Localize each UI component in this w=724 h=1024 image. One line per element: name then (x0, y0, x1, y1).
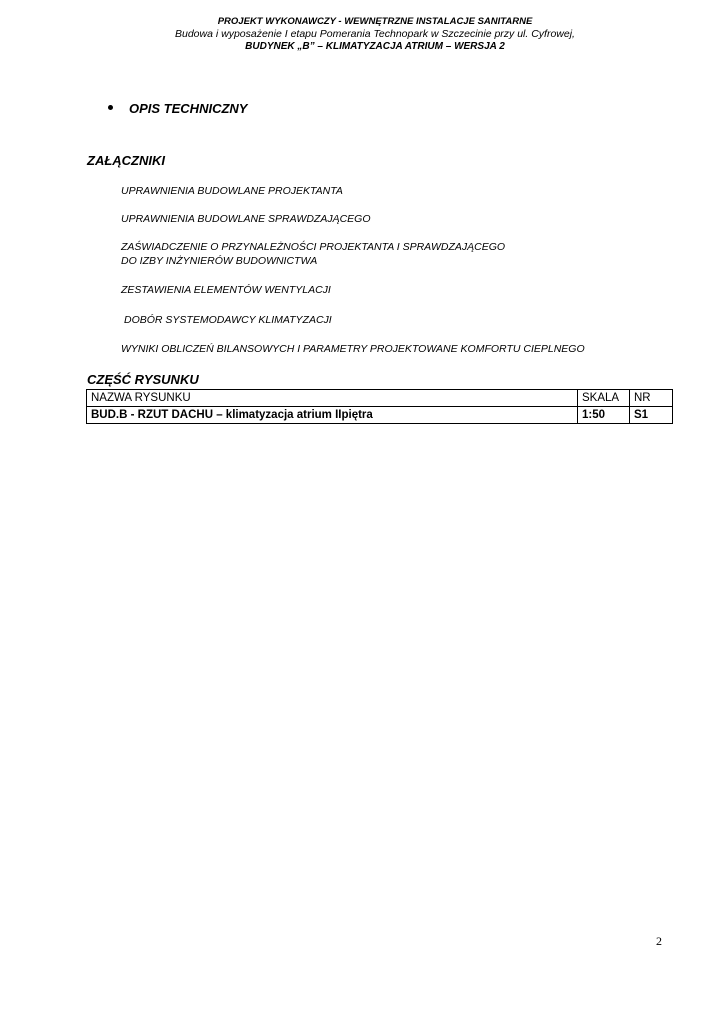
attachments-heading: ZAŁĄCZNIKI (87, 153, 165, 168)
header-cell-name: NAZWA RYSUNKU (87, 390, 578, 407)
header-building: BUDYNEK „B” – KLIMATYZACJA ATRIUM – WERSJA 2 (245, 41, 505, 52)
attachment-item: WYNIKI OBLICZEŃ BILANSOWYCH I PARAMETRY PROJEKTOWANE KOMFORTU CIEPLNEGO (121, 343, 585, 355)
header-cell-number: NR (630, 390, 673, 407)
bullet-icon (108, 105, 113, 110)
header-cell-scale: SKALA (578, 390, 630, 407)
header-project-title: PROJEKT WYKONAWCZY - WEWNĘTRZNE INSTALACJE SANITARNE (217, 16, 533, 27)
bullet-item-technical-description (108, 101, 247, 116)
attachment-item: ZESTAWIENIA ELEMENTÓW WENTYLACJI (121, 284, 331, 296)
cell-drawing-scale: 1:50 (578, 407, 630, 424)
attachment-item (121, 240, 505, 268)
table-row (87, 407, 673, 424)
attachment-item: UPRAWNIENIA BUDOWLANE PROJEKTANTA (121, 185, 343, 197)
cell-drawing-number: S1 (630, 407, 673, 424)
header-investment: Budowa i wyposażenie I etapu Pomerania Technopark w Szczecinie przy ul. Cyfrowej, (175, 28, 575, 40)
drawings-table (86, 389, 673, 424)
table-header-row (87, 390, 673, 407)
cell-drawing-name: BUD.B - RZUT DACHU – klimatyzacja atrium IIpiętra (87, 407, 578, 424)
attachment-item: DOBÓR SYSTEMODAWCY KLIMATYZACJI (124, 314, 332, 326)
page-number: 2 (656, 934, 662, 948)
attachment-item: UPRAWNIENIA BUDOWLANE SPRAWDZAJĄCEGO (121, 213, 371, 225)
bullet-text: OPIS TECHNICZNY (129, 101, 248, 116)
drawings-heading: CZĘŚĆ RYSUNKU (87, 372, 199, 387)
attachment-item-line: DO IZBY INŻYNIERÓW BUDOWNICTWA (121, 255, 318, 267)
attachment-item-line: ZAŚWIADCZENIE O PRZYNALEŻNOŚCI PROJEKTANTA I SPRAWDZAJĄCEGO (121, 241, 506, 253)
